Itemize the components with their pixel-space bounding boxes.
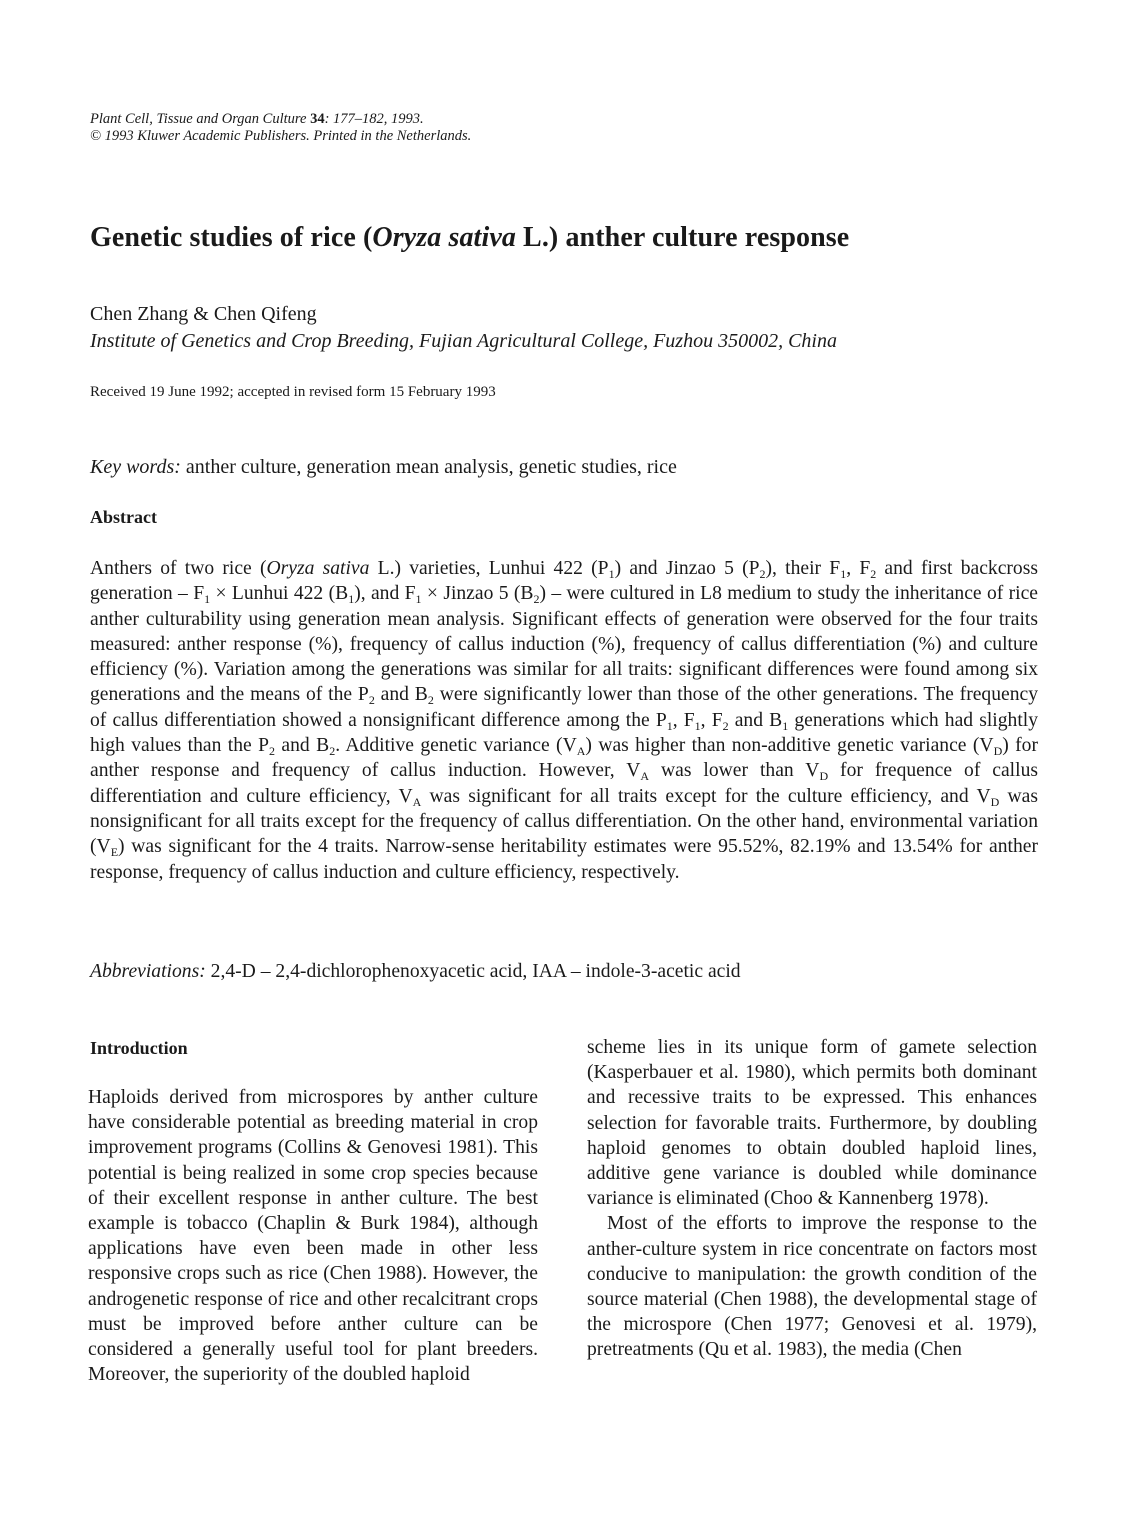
- intro-right-paragraph-2: Most of the efforts to improve the response to the anther-culture system in rice concentrate on factors most conducive to manipulation: the growth condition of the source material (Chen 1988), the developmental stage of the microspore (Chen 1977; Genovesi et al. 1979), pretreatments (Qu et al. 1983), the media (Chen: [587, 1213, 1037, 1361]
- journal-line-1: Plant Cell, Tissue and Organ Culture 34: 177–182, 1993.: [90, 111, 424, 127]
- keywords-text: anther culture, generation mean analysis, genetic studies, rice: [185, 456, 677, 478]
- keywords: [90, 454, 677, 480]
- abstract-heading: Abstract: [90, 507, 157, 527]
- journal-pages: : 177–182, 1993.: [324, 111, 424, 127]
- intro-right-paragraph-1: scheme lies in its unique form of gamete selection (Kasperbauer et al. 1980), which permits both dominant and recessive traits to be expressed. This enhances selection for favorable traits. Furthermore, by doubling haploid genomes to obtain doubled haploid lines, additive gene variance is doubled while dominance variance is eliminated (Choo & Kannenberg 1978).: [587, 1037, 1037, 1210]
- intro-left-column: Haploids derived from microspores by anther culture have considerable potential as breeding material in crop improvement programs (Collins & Genovesi 1981). This potential is being realized in some crop species because of their excellent response in anther culture. The best example is tobacco (Chaplin & Burk 1984), although applications have even been made in other less responsive crops such as rice (Chen 1988). However, the androgenetic response of rice and other recalcitrant crops must be improved before anther culture can be considered a generally useful tool for plant breeders. Moreover, the superiority of the doubled haploid: [88, 1087, 538, 1386]
- title-species: Oryza sativa: [372, 222, 516, 253]
- abbreviations-label: Abbreviations:: [90, 961, 206, 982]
- received-date: Received 19 June 1992; accepted in revised form 15 February 1993: [90, 384, 496, 400]
- journal-citation: [90, 111, 471, 145]
- introduction-heading: Introduction: [90, 1038, 188, 1058]
- journal-volume: 34: [310, 111, 325, 127]
- intro-right-column: [587, 1035, 1037, 1363]
- paper-title: Genetic studies of rice (Oryza sativa L.) anther culture response: [90, 222, 850, 253]
- keywords-label: Key words:: [90, 456, 181, 478]
- abstract-text: Anthers of two rice (Oryza sativa L.) varieties, Lunhui 422 $(P_1)$ and Jinzao 5 $(P_2)$, their $F_1$, $F_2$ and first backcross generation – $F_1$ × Lunhui 422 $(B_1)$, and $F_1$ × Jinzao 5 $(B_2)$ – were cultured in L8 medium to study the inheritance of rice anther culturability using generation mean analysis. Significant effects of generation were observed for the four traits measured: anther response (%), frequency of callus induction (%), frequency of callus differentiation (%) and culture efficiency (%). Variation among the generations was similar for all traits: significant differences were found among six generations and the means of the $P_2$ and $B_2$ were significantly lower than those of the other generations. The frequency of callus differentiation showed a nonsignificant difference among the $P_1$, $F_1$, $F_2$ and $B_1$ generations which had slightly high values than the $P_2$ and $B_2$. Additive genetic variance $(V_A)$ was higher than non-additive genetic variance $(V_D)$ for anther response and frequency of callus induction. However, $V_A$ was lower than $V_D$ for frequence of callus differentiation and culture efficiency, $V_A$ was significant for all traits except for the culture efficiency, and $V_D$ was nonsignificant for all traits except for the frequency of callus differentiation. On the other hand, environmental variation $(V_E)$ was significant for the 4 traits. Narrow-sense heritability estimates were 95.52%, 82.19% and 13.54% for anther response, frequency of callus induction and culture efficiency, respectively.: [90, 558, 1039, 883]
- journal-line-2: © 1993 Kluwer Academic Publishers. Printed in the Netherlands.: [90, 128, 472, 144]
- affiliation: Institute of Genetics and Crop Breeding, Fujian Agricultural College, Fuzhou 350002, China: [90, 330, 837, 352]
- authors: Chen Zhang & Chen Qifeng: [90, 303, 317, 325]
- abbreviations: Abbreviations: 2,4-D – 2,4-dichlorophenoxyacetic acid, IAA – indole-3-acetic acid: [90, 961, 741, 982]
